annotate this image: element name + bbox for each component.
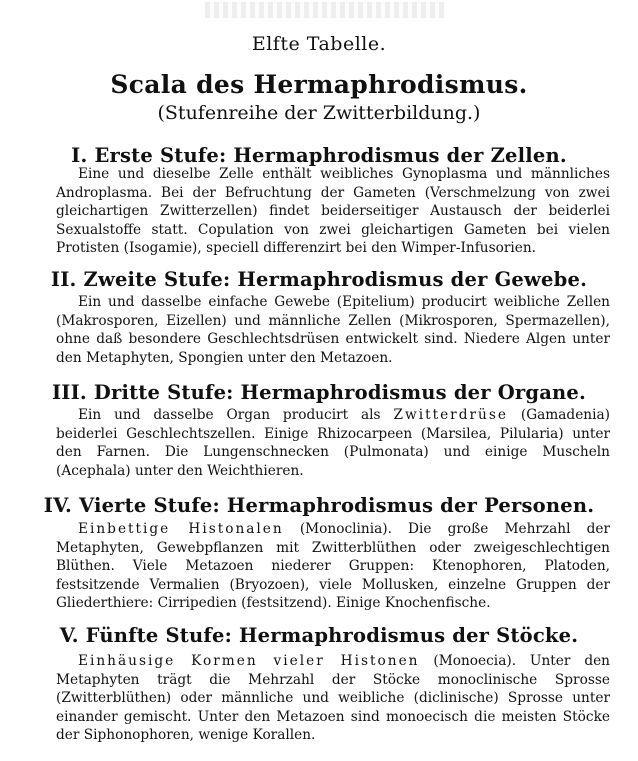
section-3-text <box>56 406 610 480</box>
section-4-spaced-term: Einbettige Histonalen <box>78 521 284 537</box>
section-4-heading: IV. Vierte Stufe: Hermaphrodismus der Personen. <box>43 494 595 517</box>
section-3-spaced-term: Zwitterdrüse <box>393 407 508 423</box>
section-1-text: Eine und dieselbe Zelle enthält weibliches Gynoplasma und männliches Androplasma. Bei der Befruchtung der Gameten (Verschmelzung von zwei gleichartigen Zwitterzellen) findet beiderseitiger Austausch der beiderlei Sexualstoffe statt. Copulation von zwei gleichartigen Gameten bei vielen Protisten (Isogamie), speciell differenzirt bei den Wimper-Infusorien. <box>56 166 610 257</box>
section-4-text <box>56 520 610 613</box>
page-subtitle: (Stufenreihe der Zwitterbildung.) <box>157 102 481 124</box>
section-5-text-end: (Monoecia). Unter den Metaphyten trägt die Mehrzahl der Stöcke monoclinische Sprosse (Zwitterblüthen) oder männliche und weibliche (diclinische) Sprosse unter einander gemischt. Unter den Metazoen sind monoecisch die meisten Stöcke der Siphonophoren, wenige Korallen. <box>56 653 610 744</box>
section-3-heading: III. Dritte Stufe: Hermaphrodismus der Organe. <box>51 381 587 404</box>
section-4-text-end: (Monoclinia). Die große Mehrzahl der Metaphyten, Gewebpflanzen mit Zwitterblüthen oder zweigeschlechtigen Blüthen. Viele Metazoen niederer Gruppen: Ktenophoren, Platoden, festsitzende Vermalien (Bryozoen), viele Mollusken, einzelne Gruppen der Gliederthiere: Cirripedien (festsitzend). Einige Knochenfische. <box>56 521 610 612</box>
section-5-spaced-term: Einhäusige Kormen vieler Histonen <box>78 653 420 669</box>
table-label: Elfte Tabelle. <box>251 33 387 55</box>
section-5-text <box>56 652 610 745</box>
page-title: Scala des Hermaphrodismus. <box>110 70 528 99</box>
section-1-heading: I. Erste Stufe: Hermaphrodismus der Zellen. <box>71 144 567 167</box>
section-2-heading: II. Zweite Stufe: Hermaphrodismus der Gewebe. <box>50 268 588 291</box>
section-5-heading: V. Fünfte Stufe: Hermaphrodismus der Stöcke. <box>59 624 579 647</box>
section-2-text: Ein und dasselbe einfache Gewebe (Epitelium) producirt weibliche Zellen (Makrosporen, Eizellen) und männliche Zellen (Mikrosporen, Spermazellen), ohne daß besondere Geschlechtsdrüsen entwickelt sind. Niedere Algen unter den Metaphyten, Spongien unter den Metazoen. <box>56 294 610 366</box>
section-3-text-start: Ein und dasselbe Organ producirt als <box>78 407 394 423</box>
bleed-through-text <box>205 2 445 18</box>
section-3-text-end: (Gamadenia) beiderlei Geschlechtszellen. Einige Rhizocarpeen (Marsilea, Pilularia) unter den Farnen. Die Lungenschnecken (Pulmonata) und einige Muscheln (Acephala) unter den Weichthieren. <box>56 407 610 479</box>
